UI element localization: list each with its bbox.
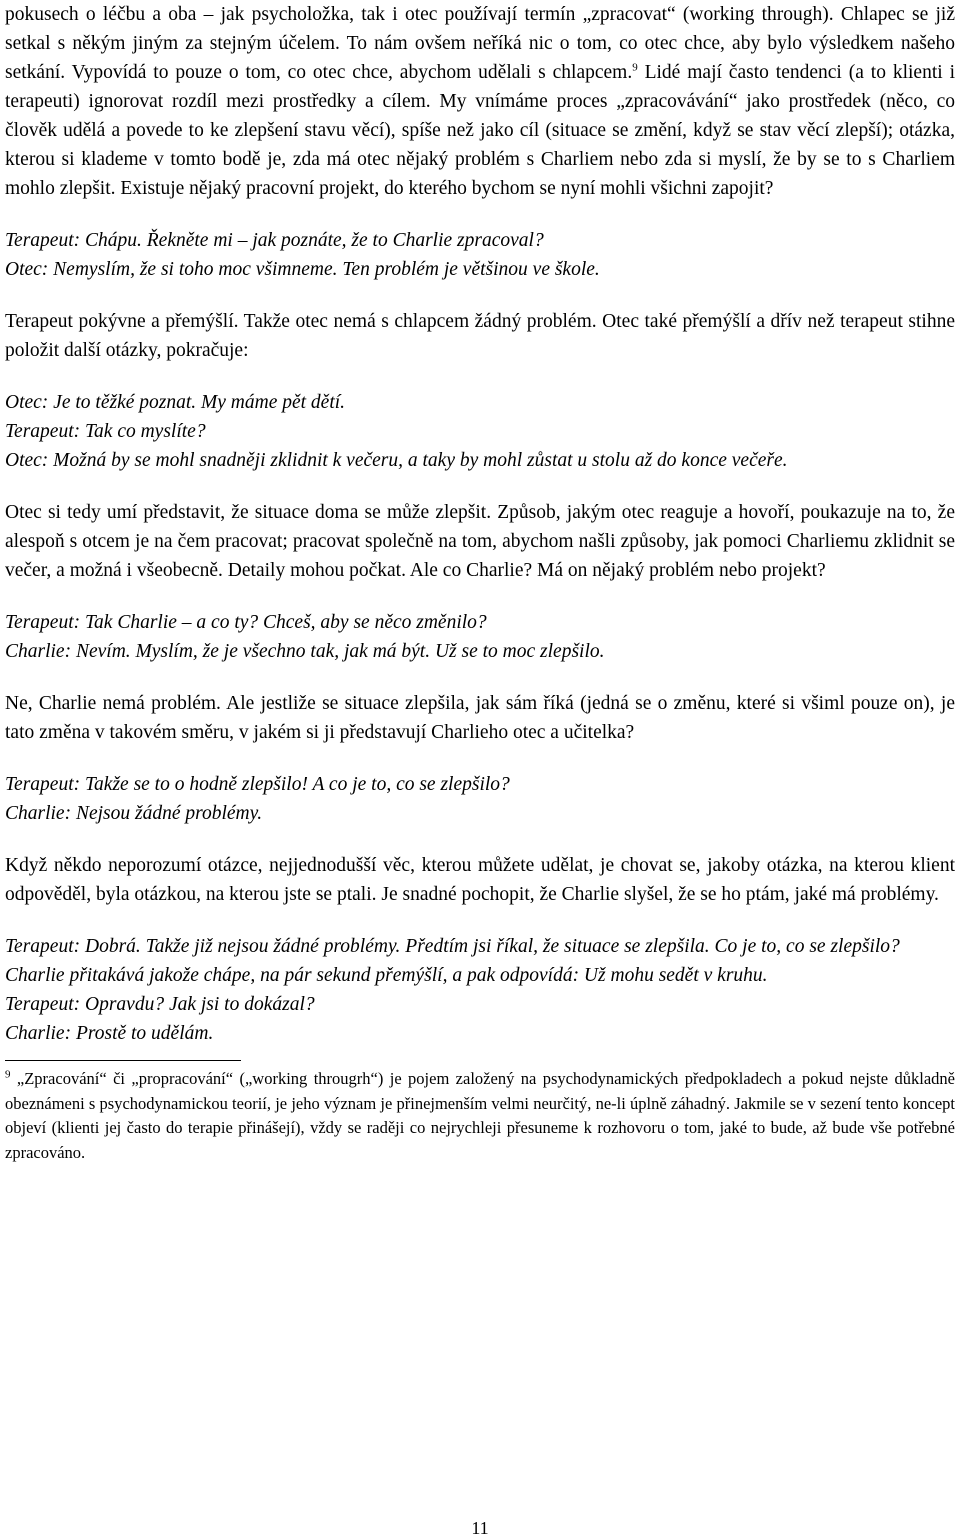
paragraph-text: Terapeut pokývne a přemýšlí. Takže otec nemá s chlapcem žádný problém. Otec také přemýšlí a dřív než terapeut stihne položit další otázky, pokračuje: (5, 311, 955, 361)
document-page (5, 0, 955, 1165)
paragraph-text: Když někdo neporozumí otázce, nejjednodušší věc, kterou můžete udělat, je chovat se, jakoby otázka, na kterou klient odpověděl, byla otázkou, na kterou jste se ptali. Je snadné pochopit, že Charlie slyšel, že se ho ptám, jaké má problémy. (5, 855, 955, 905)
dialog-line: Otec: Je to těžké poznat. My máme pět dětí. (5, 392, 346, 413)
dialog-line: Charlie přitakává jakože chápe, na pár sekund přemýšlí, a pak odpovídá: Už mohu sedět v kruhu. (5, 965, 768, 986)
dialog-line: Otec: Nemyslím, že si toho moc všimneme. Ten problém je většinou ve škole. (5, 259, 600, 280)
dialog-line: Charlie: Prostě to udělám. (5, 1023, 214, 1044)
paragraph-1 (5, 0, 955, 203)
footnote-ref[interactable]: 9 (632, 61, 638, 74)
dialog-line: Terapeut: Opravdu? Jak jsi to dokázal? (5, 994, 315, 1015)
paragraph-text: Otec si tedy umí představit, že situace doma se může zlepšit. Způsob, jakým otec reaguje a hovoří, poukazuje na to, že alespoň s otcem je na čem pracovat; pracovat společně na tom, abychom našli způsoby, jak pomoci Charliemu zklidnit se večer, a možná i všeobecně. Detaily mohou počkat. Ale co Charlie? Má on nějaký problém nebo projekt? (5, 502, 955, 581)
dialog-line: Charlie: Nevím. Myslím, že je všechno tak, jak má být. Už se to moc zlepšilo. (5, 641, 605, 662)
dialog-line: Charlie: Nejsou žádné problémy. (5, 803, 263, 824)
page-number: 11 (471, 1518, 489, 1538)
dialog-line: Terapeut: Tak Charlie – a co ty? Chceš, aby se něco změnilo? (5, 612, 487, 633)
paragraph-text: Lidé mají často tendenci (a to klienti i terapeuti) ignorovat rozdíl mezi prostředky a cílem. My vnímáme proces „zpracovávání“ jako prostředek (něco, co člověk udělá a povede to ke zlepšení stavu věcí), spíše než jako cíl (situace se změní, když se stav věcí zlepší); otázka, kterou si klademe v tomto bodě je, zda má otec nějaký problém s Charliem nebo zda si myslí, že by se to s Charliem mohlo zlepšit. Existuje nějaký pracovní projekt, do kterého bychom se nyní mohli všichni zapojit? (5, 62, 955, 199)
footnote-separator (5, 1060, 241, 1061)
dialog-line: Terapeut: Takže se to o hodně zlepšilo! A co je to, co se zlepšilo? (5, 774, 510, 795)
dialog-line: Otec: Možná by se mohl snadněji zklidnit k večeru, a taky by mohl zůstat u stolu až do konce večeře. (5, 450, 788, 471)
dialog-line: Terapeut: Chápu. Řekněte mi – jak poznáte, že to Charlie zpracoval? (5, 230, 544, 251)
footnote-text: „Zpracování“ či „propracování“ („working througrh“) je pojem založený na psychodynamických předpokladech a pokud nejste důkladně obeznámeni s psychodynamickou teorií, je jeho význam je přinejmenším velmi neurčitý, ne-li úplně záhadný. Jakmile se v sezení tento koncept objeví (klienti jej často do terapie přinášejí), vždy se raději co nejrychleji přesuneme k rozhovoru o tom, jaké to bude, až bude vše potřebné zpracováno. (5, 1069, 955, 1162)
footnote-number: 9 (5, 1068, 11, 1081)
paragraph-text: pokusech o léčbu a oba – jak psycholožka, tak i otec používají termín „zpracovat“ (working through). Chlapec se již setkal s někým jiným za stejným účelem. To nám ovšem neříká nic o tom, co otec chce, aby bylo výsledkem našeho setkání. Vypovídá to pouze o tom, co otec chce, abychom udělali s chlapcem. (5, 4, 955, 83)
footnote (5, 1067, 955, 1165)
dialog-line: Terapeut: Tak co myslíte? (5, 421, 206, 442)
dialog-line: Terapeut: Dobrá. Takže již nejsou žádné problémy. Předtím jsi říkal, že situace se zlepšila. Co je to, co se zlepšilo? (5, 936, 900, 957)
paragraph-text: Ne, Charlie nemá problém. Ale jestliže se situace zlepšila, jak sám říká (jedná se o změnu, které si všiml pouze on), je tato změna v takovém směru, v jakém si ji představují Charlieho otec a učitelka? (5, 693, 955, 743)
